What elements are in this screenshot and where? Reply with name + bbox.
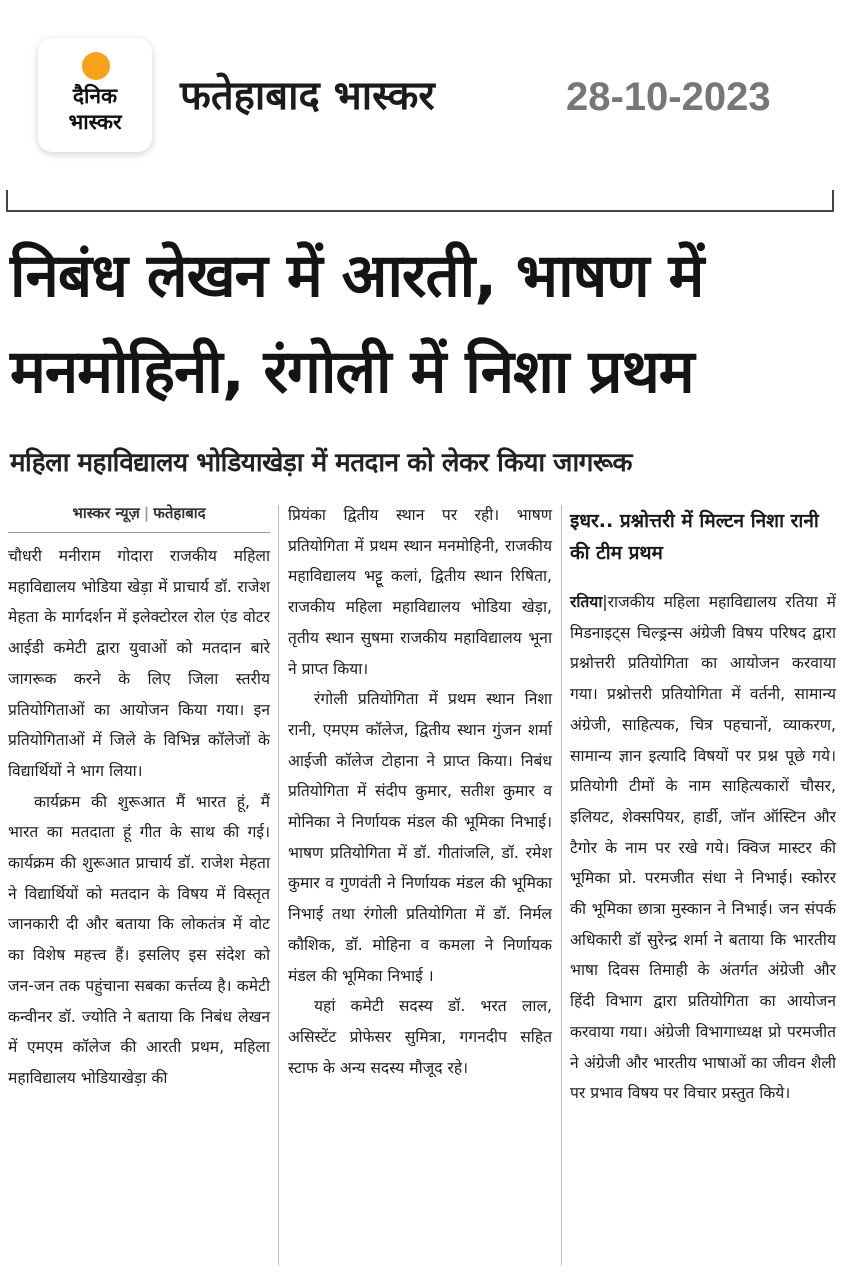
logo-text-line1: दैनिक xyxy=(72,84,118,108)
column-divider xyxy=(278,505,279,1265)
dateline-separator: | xyxy=(602,593,608,611)
side-story-column xyxy=(570,505,836,1109)
side-story-headline: इधर.. प्रश्नोत्तरी में मिल्टन निशा रानी की टीम प्रथम xyxy=(570,510,819,564)
paragraph: कार्यक्रम की शुरूआत मैं भारत हूं, मैं भारत का मतदाता हूं गीत के साथ की गई। कार्यक्रम की शुरूआत प्राचार्य डॉ. राजेश मेहता ने विद्यार्थियों को मतदान के विषय में विस्तृत जानकारी दी और बताया कि लोकतंत्र में वोट का विशेष महत्त्व हैं। इसलिए इस संदेश को जन-जन तक पहुंचाना सबका कर्त्तव्य है। कमेटी कन्वीनर डॉ. ज्योति ने बताया कि निबंध लेखन में एमएम कॉलेज की आरती प्रथम, महिला महाविद्यालय भोडियाखेड़ा की xyxy=(8,792,270,1087)
headline-line-1: निबंध लेखन में आरती, भाषण में xyxy=(10,241,704,311)
logo-text-line2: भास्कर xyxy=(68,110,122,134)
paragraph: यहां कमेटी सदस्य डॉ. भरत लाल, असिस्टेंट प्रोफेसर सुमित्रा, गगनदीप सहित स्टाफ के अन्य सदस्य मौजूद रहे। xyxy=(288,997,552,1077)
byline-separator: | xyxy=(143,504,150,522)
dainik-bhaskar-logo[interactable] xyxy=(38,38,152,152)
edition-title: फतेहाबाद भास्कर xyxy=(180,73,435,119)
article-subheadline: महिला महाविद्यालय भोडियाखेड़ा में मतदान को लेकर किया जागरूक xyxy=(10,448,633,478)
byline-place: फतेहाबाद xyxy=(153,504,206,522)
side-story-text: राजकीय महिला महाविद्यालय रतिया में मिडनाइट्स चिल्ड्रन्स अंग्रेजी विषय परिषद द्वारा प्रश्नोत्तरी प्रतियोगिता का आयोजन करवाया गया। प्रश्नोत्तरी प्रतियोगिता में वर्तनी, सामान्य अंग्रेजी, साहित्यक, चित्र पहचानों, व्याकरण, सामान्य ज्ञान इत्यादि विषयों पर प्रश्न पूछे गये। प्रतियोगी टीमों के नाम साहित्यकारों चौसर, इलियट, शेक्सपियर, हार्डी, जॉन ऑस्टिन और टैगोर के नाम पर रखे गये। क्विज मास्टर की भूमिका प्रो. परमजीत संधा ने निभाई। स्कोरर की भूमिका छात्रा मुस्कान ने निभाई। जन संपर्क अधिकारी डॉ सुरेन्द्र शर्मा ने बताया कि भारतीय भाषा दिवस तिमाही के अंतर्गत अंग्रेजी और हिंदी विभाग द्वारा प्रतियोगिता का आयोजन करवाया गया। अंग्रेजी विभागाध्यक्ष प्रो परमजीत ने अंग्रेजी और भारतीय भाषाओं का जीवन शैली पर प्रभाव विषय पर विचार प्रस्तुत किये। xyxy=(570,593,836,1103)
article-headline xyxy=(10,228,838,420)
paragraph: रंगोली प्रतियोगिता में प्रथम स्थान निशा रानी, एमएम कॉलेज, द्वितीय स्थान गुंजन शर्मा आईजी कॉलेज टोहाना ने प्राप्त किया। निबंध प्रतियोगिता में संदीप कुमार, सतीश कुमार व मोनिका ने निर्णायक मंडल की भूमिका निभाई। भाषण प्रतियोगिता में डॉ. गीतांजलि, डॉ. रमेश कुमार व गुणवंती ने निर्णायक मंडल की भूमिका निभाई तथा रंगोली प्रतियोगिता में डॉ. निर्मल कौशिक, डॉ. मोहिना व कमला ने निर्णायक मंडल की भूमिका निभाई । xyxy=(288,690,552,985)
edition-date: 28-10-2023 xyxy=(566,75,771,119)
byline xyxy=(8,500,270,533)
column-divider xyxy=(561,505,562,1265)
article-column-1 xyxy=(8,500,270,1094)
header-bar xyxy=(0,0,848,185)
headline-line-2: मनमोहिनी, रंगोली में निशा प्रथम xyxy=(10,337,694,407)
paragraph: प्रियंका द्वितीय स्थान पर रही। भाषण प्रतियोगिता में प्रथम स्थान मनमोहिनी, राजकीय महाविद्यालय भट्टू कलां, द्वितीय स्थान रिषिता, राजकीय महिला महाविद्यालय भोडिया खेड़ा, तृतीय स्थान सुषमा राजकीय महाविद्यालय भूना ने प्राप्त किया। xyxy=(288,506,552,678)
clipping-border xyxy=(6,190,834,212)
sun-icon xyxy=(82,52,110,80)
side-story-dateline: रतिया xyxy=(570,593,603,611)
side-story-body xyxy=(570,587,836,1109)
byline-source: भास्कर न्यूज़ xyxy=(72,504,140,522)
article-column-2 xyxy=(288,500,552,1083)
paragraph: चौधरी मनीराम गोदारा राजकीय महिला महाविद्यालय भोडिया खेड़ा में प्राचार्य डॉ. राजेश मेहता के मार्गदर्शन में इलेक्टोरल रोल एंड वोटर आईडी कमेटी द्वारा युवाओं को मतदान बारे जागरूक करने के लिए जिला स्तरीय प्रतियोगिताओं का आयोजन किया गया। इन प्रतियोगिताओं में जिले के विभिन्न कॉलेजों के विद्यार्थियों ने भाग लिया। xyxy=(8,547,270,780)
